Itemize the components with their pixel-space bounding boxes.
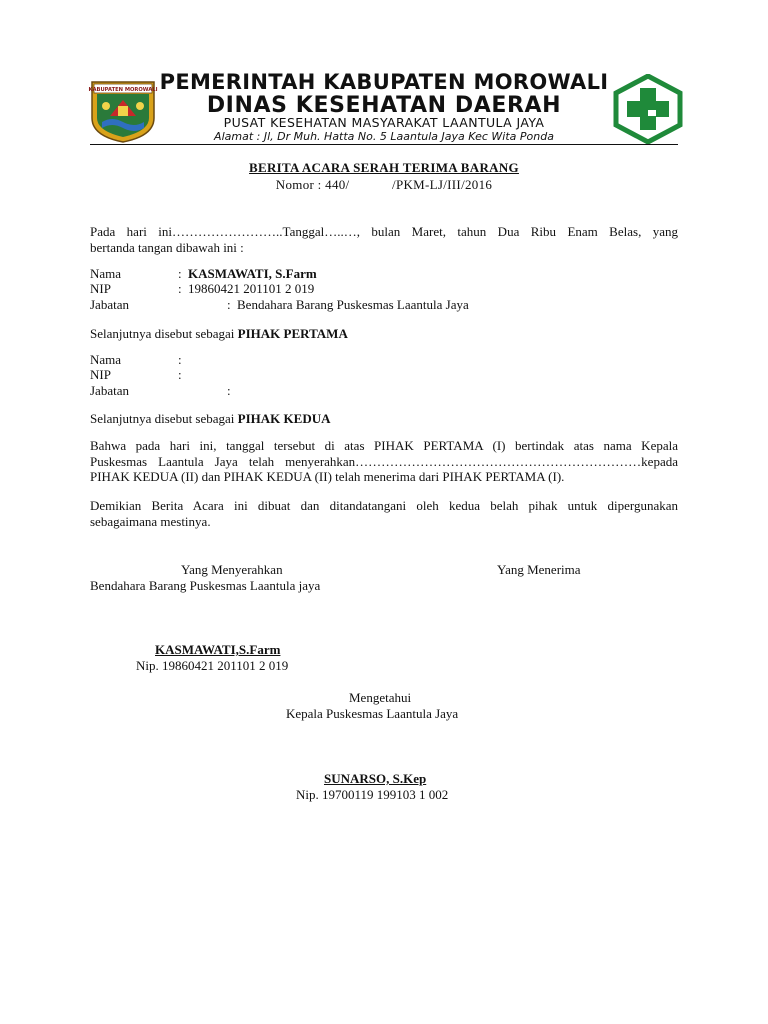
party1-nip-colon: : (178, 281, 182, 296)
header-divider (90, 144, 678, 145)
party1-designation-line (90, 326, 348, 342)
head-name: SUNARSO, S.Kep (324, 771, 427, 786)
party2-position-colon: : (227, 383, 231, 398)
party1-position-colon: : (227, 297, 231, 312)
document-number: Nomor : 440/ /PKM-LJ/III/2016 (275, 177, 493, 192)
health-cross-icon (612, 74, 684, 144)
closing-paragraph (90, 498, 678, 529)
opening-line-2: bertanda tangan dibawah ini : (90, 239, 244, 255)
statement-line-1: Bahwa pada hari ini, tanggal tersebut di atas PIHAK PERTAMA (I) bertindak atas nama Kepala (90, 438, 678, 453)
party1-position-label: Jabatan (90, 297, 129, 312)
party2-designation: PIHAK KEDUA (237, 411, 331, 426)
party1-nip-label: NIP (90, 281, 111, 296)
giver-nip: Nip. 19860421 201101 2 019 (136, 658, 289, 673)
party2-nip-label: NIP (90, 367, 111, 382)
statement-line-2: Puskesmas Laantula Jaya telah menyerahkan…………………………………………………………kepada (90, 453, 678, 469)
party1-designation: PIHAK PERTAMA (237, 326, 348, 341)
document-title: BERITA ACARA SERAH TERIMA BARANG (249, 160, 519, 175)
party1-designation-prefix: Selanjutnya disebut sebagai (90, 326, 235, 341)
receiver-label: Yang Menerima (497, 562, 581, 577)
acknowledge-label: Mengetahui (349, 690, 412, 705)
party2-designation-line (90, 411, 330, 427)
party2-name-label: Nama (90, 352, 122, 367)
closing-line-1: Demikian Berita Acara ini dibuat dan ditandatangani oleh kedua belah pihak untuk dipergunakan (90, 498, 678, 513)
party2-position-label: Jabatan (90, 383, 129, 398)
acknowledge-role: Kepala Puskesmas Laantula Jaya (286, 706, 459, 721)
party2-designation-prefix: Selanjutnya disebut sebagai (90, 411, 235, 426)
crest-label: KABUPATEN MOROWALI (88, 87, 158, 93)
party1-name-label: Nama (90, 266, 122, 281)
closing-line-2: sebagaimana mestinya. (90, 513, 211, 529)
party1-name-value: KASMAWATI, S.Farm (188, 266, 317, 281)
head-nip: Nip. 19700119 199103 1 002 (296, 787, 449, 802)
statement-line-3: PIHAK KEDUA (II) dan PIHAK KEDUA (II) telah menerima dari PIHAK PERTAMA (I). (90, 469, 565, 484)
party1-name-colon: : (178, 266, 182, 281)
party2-nip-colon: : (178, 367, 182, 382)
giver-label: Yang Menyerahkan (181, 562, 283, 577)
opening-line-1: Pada hari ini……………………..Tanggal…..…, bulan Maret, tahun Dua Ribu Enam Belas, yang (90, 224, 678, 239)
party2-name-colon: : (178, 352, 182, 367)
government-name: PEMERINTAH KABUPATEN MOROWALI (159, 70, 609, 94)
agency-name: DINAS KESEHATAN DAERAH (206, 93, 562, 118)
party1-nip-value: 19860421 201101 2 019 (188, 281, 315, 296)
opening-paragraph (90, 224, 678, 255)
health-center-name: PUSAT KESEHATAN MASYARAKAT LAANTULA JAYA (223, 115, 545, 130)
giver-role: Bendahara Barang Puskesmas Laantula jaya (90, 578, 321, 593)
giver-name: KASMAWATI,S.Farm (155, 642, 281, 657)
party1-position-value: Bendahara Barang Puskesmas Laantula Jaya (237, 297, 469, 312)
statement-paragraph (90, 438, 678, 485)
address-line: Alamat : Jl, Dr Muh. Hatta No. 5 Laantula Jaya Kec Wita Ponda (214, 130, 554, 143)
